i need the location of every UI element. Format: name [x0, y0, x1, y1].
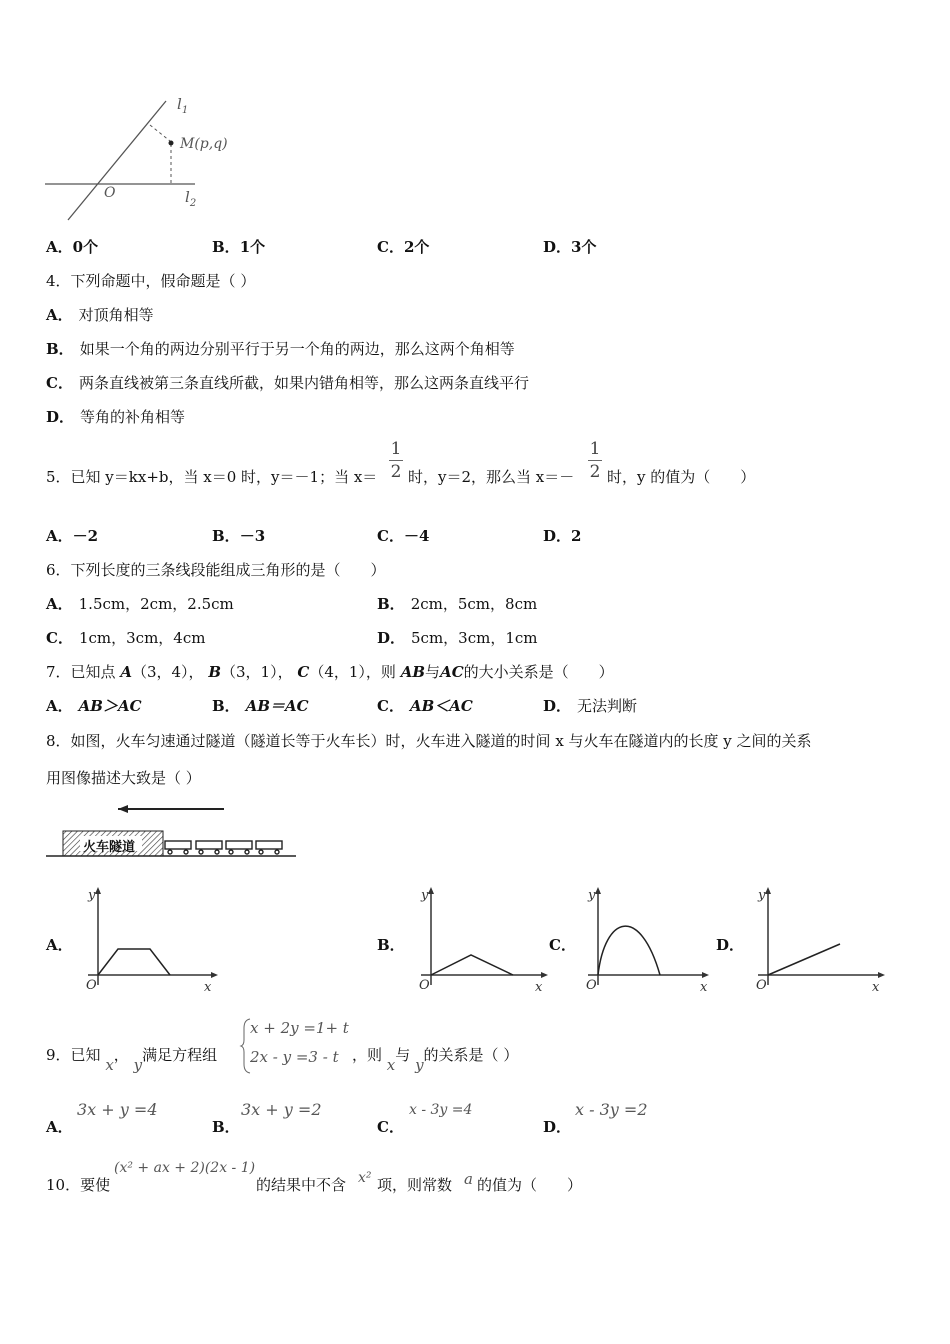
label-o: O	[104, 185, 116, 201]
q8-stem-line2: 用图像描述大致是（ ）	[46, 769, 201, 787]
q6-option-d[interactable]: D． 5cm，3cm，1cm	[377, 629, 538, 647]
q8-graph-b	[413, 885, 553, 995]
q8a-o-label: O	[86, 978, 97, 993]
label-l1: $l_1$	[177, 95, 189, 116]
q8-graph-c	[580, 885, 720, 995]
q5-fraction-2: 1 2	[589, 439, 601, 482]
q9-equation-2: 2x - y =3 - t	[250, 1048, 339, 1066]
q9-stem-start: 9．已知 x， y满足方程组	[46, 1046, 218, 1074]
q9-option-d-label[interactable]: D．	[543, 1118, 572, 1136]
q6-option-c[interactable]: C． 1cm，3cm，4cm	[46, 629, 206, 647]
q8-option-a[interactable]: A．	[46, 936, 73, 954]
q3-option-d[interactable]: D．3个	[543, 238, 597, 256]
intersecting-lines-figure	[40, 95, 260, 225]
q9-option-b-text[interactable]: 3x + y =2	[241, 1100, 322, 1119]
q7-option-a[interactable]: A． AB＞AC	[46, 697, 142, 715]
q10-stem-start: 10．要使	[46, 1176, 111, 1194]
q8-option-b[interactable]: B．	[377, 936, 405, 954]
q8-option-d[interactable]: D．	[716, 936, 745, 954]
q8d-y-label: y	[758, 888, 766, 903]
q8b-o-label: O	[419, 978, 430, 993]
q3-option-c[interactable]: C．2个	[377, 238, 430, 256]
q9-stem-end: ，则 x与 y的关系是（ ）	[352, 1046, 519, 1074]
q3-option-a[interactable]: A．0个	[46, 238, 99, 256]
q10-stem-mid: 的结果中不含	[256, 1176, 347, 1194]
q8-option-c[interactable]: C．	[549, 936, 576, 954]
q5-stem-part3: 时，y 的值为（ ）	[607, 468, 756, 486]
q8c-o-label: O	[586, 978, 597, 993]
q8c-y-label: y	[588, 888, 596, 903]
q4-option-a[interactable]: A． 对顶角相等	[46, 306, 154, 324]
q8-graph-a	[80, 885, 220, 995]
q10-stem-end: 的值为（ ）	[477, 1176, 583, 1194]
q7-option-c[interactable]: C． AB＜AC	[377, 697, 473, 715]
q8d-x-label: x	[872, 980, 880, 995]
q6-stem: 6．下列长度的三条线段能组成三角形的是（ ）	[46, 561, 386, 579]
label-l2: $l_2$	[185, 188, 197, 209]
q7-option-d[interactable]: D． 无法判断	[543, 697, 638, 715]
q10-a: a	[464, 1170, 473, 1188]
q9-option-b-label[interactable]: B．	[212, 1118, 240, 1136]
q5-fraction-1: 1 2	[390, 439, 402, 482]
tunnel-label: 火车隧道	[83, 840, 136, 855]
q8b-y-label: y	[421, 888, 429, 903]
q9-option-c-text[interactable]: x - 3y =4	[409, 1102, 473, 1118]
q10-expression: (x² + ax + 2)(2x - 1)	[114, 1160, 256, 1176]
q8c-x-label: x	[700, 980, 708, 995]
q4-stem: 4．下列命题中，假命题是（ ）	[46, 272, 256, 290]
label-m: M(p,q)	[180, 136, 228, 152]
q8d-o-label: O	[756, 978, 767, 993]
q7-option-b[interactable]: B． AB＝AC	[212, 697, 309, 715]
q10-stem-mid2: 项，则常数	[377, 1176, 453, 1194]
q5-stem-part1: 5．已知 y＝kx+b，当 x＝0 时，y＝－1；当 x＝	[46, 468, 378, 486]
q4-option-c[interactable]: C． 两条直线被第三条直线所截，如果内错角相等，那么这两条直线平行	[46, 374, 529, 392]
q6-option-a[interactable]: A． 1.5cm，2cm，2.5cm	[46, 595, 234, 613]
q8a-x-label: x	[204, 980, 212, 995]
q9-option-a-text[interactable]: 3x + y =4	[77, 1100, 158, 1119]
q4-option-b[interactable]: B． 如果一个角的两边分别平行于另一个角的两边，那么这两个角相等	[46, 340, 515, 358]
q9-option-a-label[interactable]: A．	[46, 1118, 73, 1136]
q10-x-squared: x²	[358, 1170, 372, 1186]
q8-stem-line1: 8．如图，火车匀速通过隧道（隧道长等于火车长）时，火车进入隧道的时间 x 与火车在隧道内的长度 y 之间的关系	[46, 732, 812, 750]
point-m	[169, 141, 174, 146]
q5-option-c[interactable]: C．－4	[377, 527, 430, 545]
q8b-x-label: x	[535, 980, 543, 995]
q9-option-c-label[interactable]: C．	[377, 1118, 404, 1136]
q9-equation-1: x + 2y =1+ t	[250, 1019, 349, 1037]
q3-option-b[interactable]: B．1个	[212, 238, 266, 256]
q5-stem-part2: 时，y＝2，那么当 x＝－	[408, 468, 575, 486]
q5-option-a[interactable]: A．－2	[46, 527, 99, 545]
q5-option-d[interactable]: D．2	[543, 527, 582, 545]
q5-option-b[interactable]: B．－3	[212, 527, 266, 545]
q9-option-d-text[interactable]: x - 3y =2	[575, 1100, 648, 1119]
q7-stem: 7．已知点 A（3，4）， B（3，1）， C（4，1），则 AB与AC的大小关系是（ ）	[46, 663, 614, 681]
q4-option-d[interactable]: D． 等角的补角相等	[46, 408, 186, 426]
q8a-y-label: y	[88, 888, 96, 903]
q8-graph-d	[750, 885, 895, 995]
q6-option-b[interactable]: B． 2cm，5cm，8cm	[377, 595, 538, 613]
